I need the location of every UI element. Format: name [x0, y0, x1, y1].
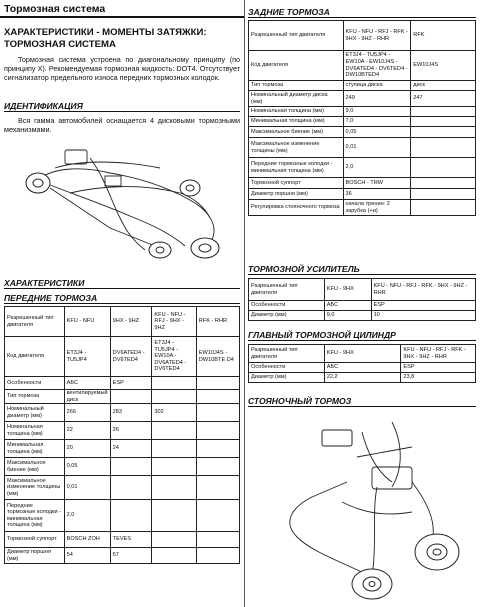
table-row-label: Регулировка стояночного тормоза: [249, 200, 344, 216]
table-cell: 26: [110, 422, 152, 440]
table-cell: ET3J4 - TU5JP4 - EW10A - DV6ATED4 - DV6TED4: [152, 337, 196, 377]
table-row: [5, 390, 240, 404]
table-row-label: Тип тормоза: [249, 81, 344, 91]
parking-brake-heading: СТОЯНОЧНЫЙ ТОРМОЗ: [248, 396, 352, 406]
table-cell: RFK: [411, 21, 476, 51]
table-cell: [411, 107, 476, 117]
table-row: [249, 363, 476, 373]
table-cell: KFU - NFU - RFJ - RFK - 9HX - 9HZ - RHR: [343, 21, 411, 51]
table-cell: [110, 476, 152, 500]
table-cell: [152, 476, 196, 500]
table-cell: [152, 458, 196, 476]
table-cell: [152, 440, 196, 458]
table-row-label: Номинальная толщина (мм): [5, 422, 65, 440]
front-brakes-rule: [4, 303, 240, 304]
table-row-label: Диаметр (мм): [249, 373, 325, 383]
table-row: [249, 189, 476, 200]
table-row-label: Особенности: [249, 363, 325, 373]
table-cell: BOSCH - TRW: [343, 178, 411, 189]
table-cell: [152, 500, 196, 532]
table-cell: 0,05: [64, 458, 110, 476]
brake-system-diagram: [10, 138, 235, 263]
table-cell: 10: [371, 311, 475, 321]
table-row-label: Разрешенный тип двигателя: [249, 21, 344, 51]
table-cell: KFU - 9HX: [324, 345, 401, 363]
table-row: [249, 117, 476, 127]
table-cell: 9HX - 9HZ: [110, 307, 152, 337]
table-cell: [411, 178, 476, 189]
table-cell: ESP: [401, 363, 476, 373]
table-cell: 0,05: [343, 127, 411, 138]
table-row: [5, 422, 240, 440]
table-cell: [196, 390, 239, 404]
table-row-label: Минимальная толщина (мм): [5, 440, 65, 458]
table-cell: 266: [64, 404, 110, 422]
table-cell: 24: [110, 440, 152, 458]
table-cell: 247: [411, 91, 476, 107]
table-cell: 54: [64, 548, 110, 564]
table-cell: KFU - NFU - RFJ - 9HX - 9HZ: [152, 307, 196, 337]
master-cylinder-rule: [248, 340, 476, 341]
table-row: [249, 158, 476, 178]
table-cell: [411, 158, 476, 178]
table-cell: 2,0: [64, 500, 110, 532]
table-cell: ET3J4 - TU5JP4 - EW10A - EW10J4S - DV6ATED4 - DV6TED4 - DW10BTED4: [343, 51, 411, 81]
table-row-label: Минимальная толщина (мм): [249, 117, 344, 127]
brake-booster-heading: ТОРМОЗНОЙ УСИЛИТЕЛЬ: [248, 264, 360, 274]
table-cell: 7,0: [343, 117, 411, 127]
table-row: [249, 107, 476, 117]
table-row: [5, 337, 240, 377]
identification-rule: [4, 111, 240, 112]
table-row-label: Особенности: [5, 377, 65, 390]
table-cell: 249: [343, 91, 411, 107]
master-cylinder-table: [248, 344, 476, 383]
table-row-label: Тормозной суппорт: [5, 532, 65, 548]
table-row-label: Номинальный диаметр диска (мм): [249, 91, 344, 107]
table-row-label: Тормозной суппорт: [249, 178, 344, 189]
table-row: [249, 51, 476, 81]
table-cell: TEVES: [110, 532, 152, 548]
table-row-label: Диаметр поршня (мм): [5, 548, 65, 564]
table-cell: [152, 422, 196, 440]
table-cell: RFK - RHR: [196, 307, 239, 337]
rear-brakes-table: [248, 20, 476, 216]
table-cell: [411, 117, 476, 127]
table-cell: 22,2: [324, 373, 401, 383]
table-cell: начала тренин: 2 зарубка (+и): [343, 200, 411, 216]
intro-paragraph: Тормозная система устроена по диагональному принципу (по принципу Х). Рекомендуемая тормозная жидкость: DOT4. Отсутствует сигнализатор предельного износа передних тормозных колодок.: [4, 55, 240, 82]
table-cell: ET3J4 - TU5JP4: [64, 337, 110, 377]
table-cell: KFU - NFU - RFJ - RFK - 9HX - 9HZ - RHR: [401, 345, 476, 363]
table-cell: [152, 532, 196, 548]
table-cell: АБС: [324, 301, 371, 311]
table-cell: [196, 532, 239, 548]
table-cell: 0,01: [64, 476, 110, 500]
table-cell: KFU - NFU: [64, 307, 110, 337]
table-row-label: Разрешенный тип двигателя: [5, 307, 65, 337]
table-cell: ESP: [110, 377, 152, 390]
table-row-label: Разрешенный тип двигателя: [249, 279, 325, 301]
table-row: [5, 458, 240, 476]
front-brakes-table: [4, 306, 240, 564]
table-row: [5, 307, 240, 337]
front-brakes-heading: ПЕРЕДНИЕ ТОРМОЗА: [4, 293, 98, 303]
column-divider: [244, 0, 245, 607]
table-row: [249, 21, 476, 51]
table-cell: 302: [152, 404, 196, 422]
table-row: [249, 81, 476, 91]
table-cell: [196, 500, 239, 532]
table-cell: [411, 200, 476, 216]
table-cell: [152, 390, 196, 404]
table-row-label: Диаметр поршня (мм): [249, 189, 344, 200]
table-row: [249, 279, 476, 301]
table-cell: KFU - 9HX: [324, 279, 371, 301]
table-row: [249, 138, 476, 158]
table-row-label: Максимальное биение (мм): [5, 458, 65, 476]
table-cell: [110, 500, 152, 532]
table-cell: EW10J4S - DW10BTE D4: [196, 337, 239, 377]
table-cell: диск: [411, 81, 476, 91]
table-cell: [411, 189, 476, 200]
rear-brakes-rule: [248, 17, 476, 18]
parking-brake-rule: [248, 406, 476, 407]
table-cell: KFU - NFU - RFJ - RFK - 9HX - 9HZ - RHR: [371, 279, 475, 301]
brake-booster-table: [248, 278, 476, 321]
table-row-label: Номинальная толщина (мм): [249, 107, 344, 117]
table-cell: 36: [343, 189, 411, 200]
table-cell: вентилируемый диск: [64, 390, 110, 404]
table-row-label: Код двигателя: [5, 337, 65, 377]
table-row: [249, 301, 476, 311]
table-cell: [411, 127, 476, 138]
table-cell: [196, 440, 239, 458]
page-title: Тормозная система: [4, 3, 106, 15]
brake-booster-rule: [248, 274, 476, 275]
table-row: [5, 500, 240, 532]
characteristics-heading: ХАРАКТЕРИСТИКИ: [4, 278, 85, 288]
table-row: [249, 311, 476, 321]
table-cell: [196, 548, 239, 564]
identification-text: Вся гамма автомобилей оснащается 4 дисковыми тормозными механизмами.: [4, 116, 240, 134]
table-row-label: Передние тормозные колодки - минимальная толщина (мм): [249, 158, 344, 178]
table-row-label: Код двигателя: [249, 51, 344, 81]
table-cell: EW10J4S: [411, 51, 476, 81]
table-row: [249, 373, 476, 383]
table-cell: 9,0: [324, 311, 371, 321]
table-row: [249, 178, 476, 189]
table-cell: 22: [64, 422, 110, 440]
table-row: [249, 127, 476, 138]
table-cell: АБС: [64, 377, 110, 390]
table-row: [249, 345, 476, 363]
rear-brakes-heading: ЗАДНИЕ ТОРМОЗА: [248, 7, 330, 17]
table-row: [5, 440, 240, 458]
table-cell: [110, 458, 152, 476]
table-row-label: Максимальное биение (мм): [249, 127, 344, 138]
table-cell: [152, 377, 196, 390]
table-cell: [110, 390, 152, 404]
table-row-label: Диаметр (мм): [249, 311, 325, 321]
table-row: [249, 91, 476, 107]
table-cell: 2,0: [343, 158, 411, 178]
table-cell: [196, 404, 239, 422]
table-row-label: Максимальное изменение толщины (мм): [249, 138, 344, 158]
table-cell: [196, 377, 239, 390]
characteristics-rule: [4, 288, 240, 289]
top-rule: [0, 16, 244, 18]
table-cell: [196, 476, 239, 500]
table-row: [5, 476, 240, 500]
table-cell: 23,8: [401, 373, 476, 383]
master-cylinder-heading: ГЛАВНЫЙ ТОРМОЗНОЙ ЦИЛИНДР: [248, 330, 396, 340]
main-heading: ХАРАКТЕРИСТИКИ - МОМЕНТЫ ЗАТЯЖКИ: ТОРМОЗНАЯ СИСТЕМА: [4, 27, 207, 50]
table-row: [249, 200, 476, 216]
table-cell: 0,01: [343, 138, 411, 158]
table-cell: 57: [110, 548, 152, 564]
parking-brake-diagram: [252, 412, 474, 602]
table-cell: ступица диска: [343, 81, 411, 91]
table-cell: [196, 458, 239, 476]
table-cell: 20: [64, 440, 110, 458]
table-cell: 283: [110, 404, 152, 422]
table-row-label: Разрешенный тип двигателя: [249, 345, 325, 363]
table-cell: [196, 422, 239, 440]
table-row: [5, 377, 240, 390]
table-cell: [152, 548, 196, 564]
table-row-label: Передние тормозные колодки - минимальная толщина (мм): [5, 500, 65, 532]
table-cell: ESP: [371, 301, 475, 311]
table-row-label: Максимальное изменение толщины (мм): [5, 476, 65, 500]
table-cell: BOSCH ZOH: [64, 532, 110, 548]
table-cell: [411, 138, 476, 158]
table-cell: DV6ATED4 - DV6TED4: [110, 337, 152, 377]
table-cell: АБС: [324, 363, 401, 373]
table-row: [5, 532, 240, 548]
table-row-label: Номинальный диаметр (мм): [5, 404, 65, 422]
table-row-label: Особенности: [249, 301, 325, 311]
table-row: [5, 404, 240, 422]
identification-heading: ИДЕНТИФИКАЦИЯ: [4, 101, 83, 111]
table-row-label: Тип тормоза: [5, 390, 65, 404]
table-row: [5, 548, 240, 564]
table-cell: 9,0: [343, 107, 411, 117]
